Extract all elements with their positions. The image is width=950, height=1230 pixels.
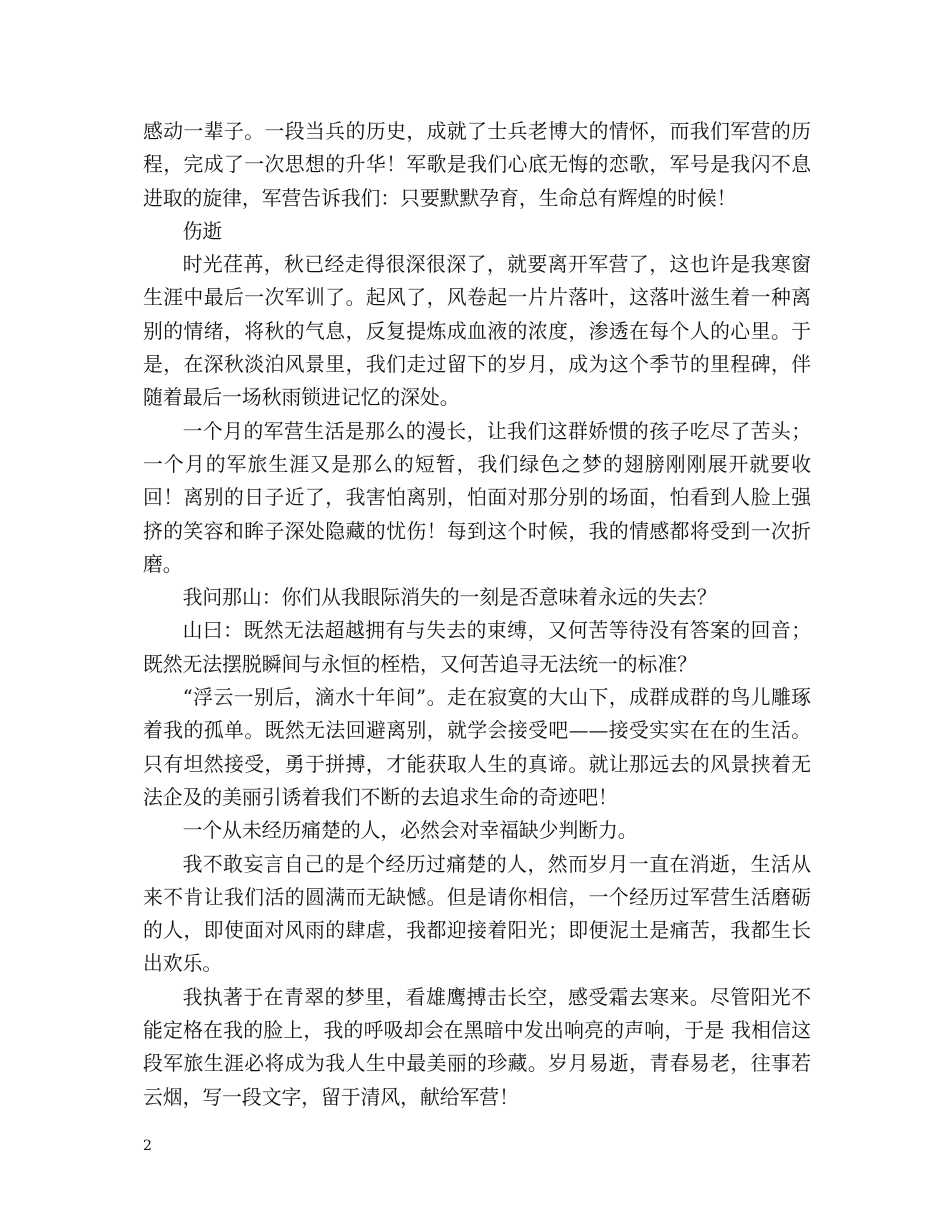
paragraph: “浮云一别后，滴水十年间”。走在寂寞的大山下，成群成群的鸟儿雕琢着我的孤单。既然无法回避离别，就学会接受吧——接受实实在在的生活。只有坦然接受，勇于拼搏，才能获取人生的真谛。就让那远去的风景挟着无法企及的美丽引诱着我们不断的去追求生命的奇迹吧！	[143, 686, 811, 809]
paragraph: 一个月的军营生活是那么的漫长，让我们这群娇惯的孩子吃尽了苦头；一个月的军旅生涯又是那么的短暂，我们绿色之梦的翅膀刚刚展开就要收回！离别的日子近了，我害怕离别，怕面对那分别的场面，怕看到人脸上强挤的笑容和眸子深处隐藏的忧伤！每到这个时候，我的情感都将受到一次折磨。	[143, 419, 811, 576]
page-number: 2	[143, 1138, 152, 1154]
body-text	[143, 115, 811, 1114]
paragraph: 山曰：既然无法超越拥有与失去的束缚，又何苦等待没有答案的回音；既然无法摆脱瞬间与永恒的桎梏，又何苦追寻无法统一的标准？	[143, 619, 811, 676]
paragraph: 我不敢妄言自己的是个经历过痛楚的人，然而岁月一直在消逝，生活从来不肯让我们活的圆满而无缺憾。但是请你相信，一个经历过军营生活磨砺的人，即使面对风雨的肆虐，我都迎接着阳光；即便泥土是痛苦，我都生长出欢乐。	[143, 852, 811, 976]
paragraph: 时光荏苒，秋已经走得很深很深了，就要离开军营了，这也许是我寒窗生涯中最后一次军训了。起风了，风卷起一片片落叶，这落叶滋生着一种离别的情绪，将秋的气息，反复提炼成血液的浓度，渗透在每个人的心里。于是，在深秋淡泊风景里，我们走过留下的岁月，成为这个季节的里程碑，伴随着最后一场秋雨锁进记忆的深处。	[143, 253, 811, 410]
section-heading: 伤逝	[182, 219, 223, 243]
paragraph: 我执著于在青翠的梦里，看雄鹰搏击长空，感受霜去寒来。尽管阳光不能定格在我的脸上，我的呼吸却会在黑暗中发出响亮的声响，于是 我相信这段军旅生涯必将成为我人生中最美丽的珍藏。岁月易逝，青春易老，往事若云烟，写一段文字，留于清风，献给军营！	[143, 985, 811, 1109]
paragraph-continuation: 感动一辈子。一段当兵的历史，成就了士兵老博大的情怀，而我们军营的历程，完成了一次思想的升华！军歌是我们心底无悔的恋歌，军号是我闪不息进取的旋律，军营告诉我们：只要默默孕育，生命总有辉煌的时候！	[143, 120, 811, 210]
paragraph: 我问那山：你们从我眼际消失的一刻是否意味着永远的失去？	[182, 586, 717, 610]
paragraph: 一个从未经历痛楚的人，必然会对幸福缺少判断力。	[182, 819, 638, 843]
